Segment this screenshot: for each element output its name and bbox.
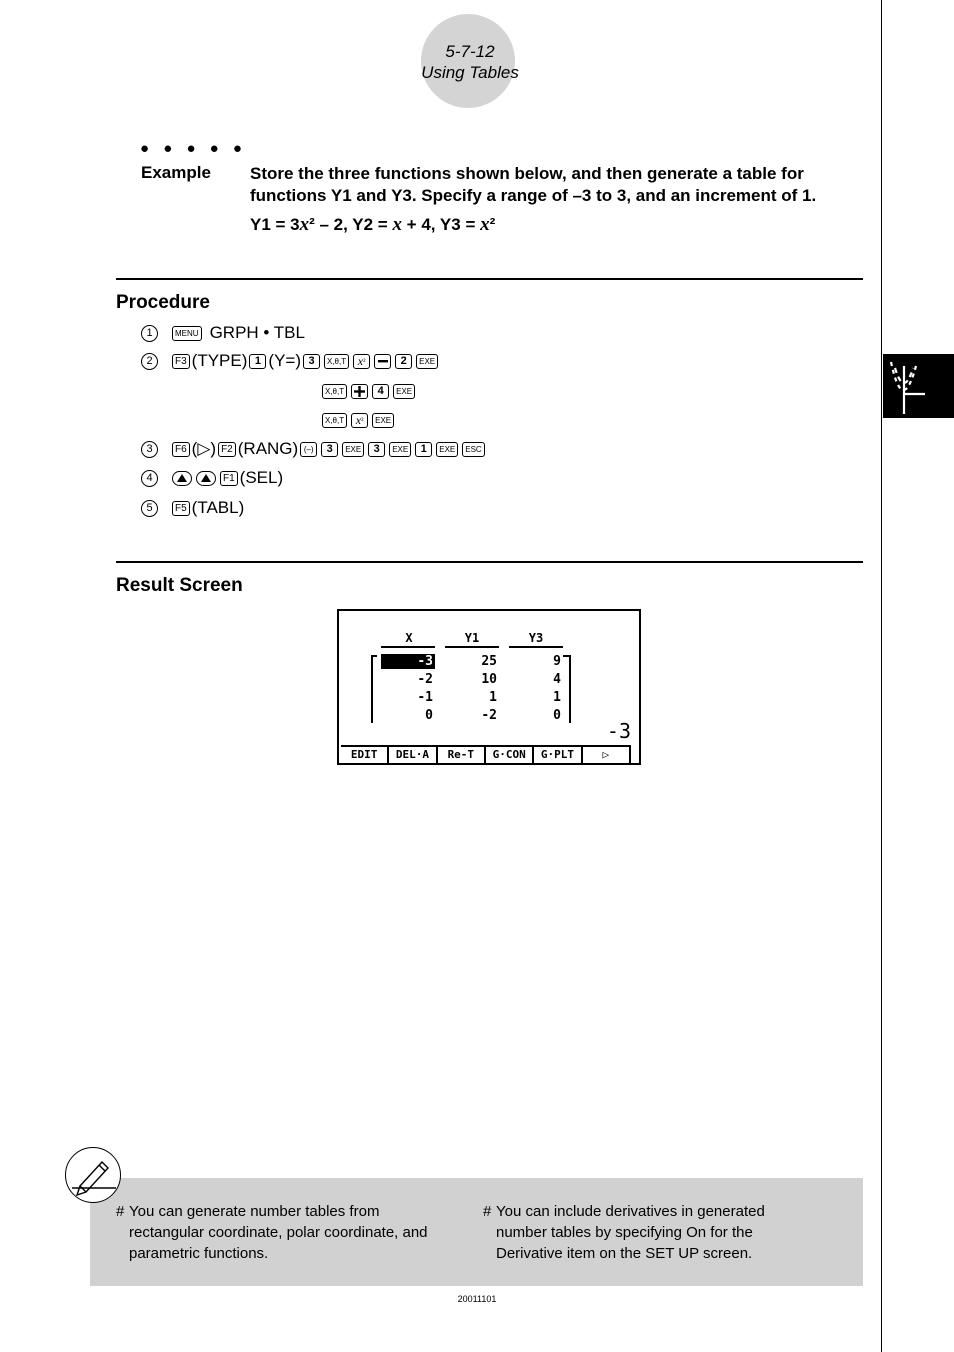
- selected-cell[interactable]: -3: [381, 654, 435, 669]
- page-title: Using Tables: [421, 63, 519, 82]
- current-value: -3: [606, 719, 631, 743]
- table-bracket-right: [563, 655, 569, 657]
- table-cell: 1: [489, 690, 497, 705]
- table-cell: -2: [481, 708, 497, 723]
- pencil-icon: [65, 1147, 121, 1203]
- f2-key: F2: [218, 442, 236, 457]
- exe-key: EXE: [436, 442, 458, 457]
- key-3: 3: [303, 354, 320, 369]
- fkey-next[interactable]: ▷: [583, 747, 631, 763]
- table-bracket-left: [371, 655, 377, 657]
- up-arrow-key: [196, 471, 216, 486]
- eq-var: x: [392, 214, 402, 235]
- note-line: number tables by specifying On for the: [496, 1224, 753, 1241]
- exe-key: EXE: [389, 442, 411, 457]
- note-line: [483, 1201, 853, 1222]
- result-title: Result Screen: [116, 575, 243, 596]
- calculator-screen: [337, 609, 641, 765]
- fkey-gplt[interactable]: G·PLT: [534, 747, 582, 763]
- table-bracket-left: [371, 655, 373, 723]
- step-number: 1: [141, 325, 158, 342]
- table-cell: 25: [481, 654, 497, 669]
- table-cell: 1: [553, 690, 561, 705]
- xthetat-key: X,θ,T: [322, 413, 347, 428]
- note-hash: #: [116, 1203, 125, 1220]
- table-cell: 0: [553, 708, 561, 723]
- fkey-edit[interactable]: EDIT: [341, 747, 389, 763]
- table-cell: -1: [417, 690, 433, 705]
- table-cell: 9: [553, 654, 561, 669]
- table-bracket-right: [569, 655, 571, 723]
- menu-key: MENU: [172, 326, 202, 341]
- example-dots: ● ● ● ● ●: [140, 140, 247, 157]
- eq-part: ² – 2, Y2 =: [309, 215, 393, 234]
- minus-icon: [378, 356, 388, 366]
- plus-key: [351, 384, 368, 399]
- eq-part: Y1 = 3: [250, 215, 300, 234]
- fkey-gcon[interactable]: G·CON: [486, 747, 534, 763]
- key-sq: ²: [361, 415, 364, 425]
- key-2: 2: [395, 354, 412, 369]
- procedure-title: Procedure: [116, 292, 210, 313]
- x-squared-key: [353, 354, 370, 369]
- page-number: 5-7-12: [445, 42, 495, 61]
- step-4: [141, 466, 283, 490]
- key-x: x: [355, 412, 362, 427]
- eq-var: x: [299, 214, 310, 235]
- key-4: 4: [372, 384, 389, 399]
- step-3: [141, 437, 487, 461]
- exe-key: EXE: [416, 354, 438, 369]
- note-text: You can generate number tables from: [129, 1203, 380, 1220]
- xthetat-key: X,θ,T: [324, 354, 349, 369]
- step-text: (TYPE): [191, 351, 248, 370]
- step-number: 3: [141, 441, 158, 458]
- key-sq: ²: [363, 356, 366, 366]
- f5-key: F5: [172, 501, 190, 516]
- f3-key: F3: [172, 354, 190, 369]
- table-cell: 4: [553, 672, 561, 687]
- esc-key: ESC: [462, 442, 484, 457]
- step-text: GRPH • TBL: [209, 323, 305, 342]
- key-3: 3: [321, 442, 338, 457]
- minus-key: [374, 354, 391, 369]
- chapter-tab: [883, 354, 954, 418]
- col-header-y3: Y3: [528, 631, 544, 645]
- step-5: [141, 496, 244, 520]
- table-cell: -2: [417, 672, 433, 687]
- note-line: parametric functions.: [129, 1245, 269, 1262]
- col-header-y1: Y1: [464, 631, 480, 645]
- key-1: 1: [415, 442, 432, 457]
- key-x: x: [357, 353, 364, 368]
- header-underline: [445, 646, 499, 648]
- table-cell: 0: [425, 708, 433, 723]
- eq-part: + 4, Y3 =: [401, 215, 481, 234]
- example-text: Store the three functions shown below, and then generate a table for functions Y1 and Y3. Specify a range of –3 to 3, and an increment of 1.: [250, 164, 817, 205]
- header-underline: [381, 646, 435, 648]
- col-header-x: X: [405, 631, 413, 645]
- up-arrow-icon: [177, 474, 187, 482]
- exe-key: EXE: [342, 442, 364, 457]
- up-arrow-key: [172, 471, 192, 486]
- footer-code: 20011101: [457, 1294, 497, 1304]
- eq-part: ²: [489, 215, 496, 234]
- step-text: (SEL): [239, 468, 284, 487]
- negative-key: (–): [300, 442, 317, 457]
- xthetat-key: X,θ,T: [322, 384, 347, 399]
- note-text: You can include derivatives in generated: [496, 1203, 765, 1220]
- step-text: (TABL): [191, 498, 245, 517]
- note-right: [483, 1201, 853, 1264]
- table-cell: 10: [481, 672, 497, 687]
- pencil-icon-svg: [66, 1148, 120, 1202]
- graph-icon: [883, 354, 954, 418]
- plus-icon: [354, 386, 365, 397]
- fkey-dela[interactable]: DEL·A: [389, 747, 437, 763]
- step-number: 2: [141, 353, 158, 370]
- up-arrow-icon: [201, 474, 211, 482]
- step-2-line-2: [320, 379, 417, 403]
- f1-key: F1: [220, 471, 238, 486]
- note-left: [116, 1201, 476, 1264]
- example-equations: [250, 214, 495, 236]
- f6-key: F6: [172, 442, 190, 457]
- key-3: 3: [368, 442, 385, 457]
- step-2: [141, 349, 440, 373]
- note-line: [116, 1201, 476, 1222]
- step-1: [141, 321, 307, 345]
- header-underline: [509, 646, 563, 648]
- margin-line: [881, 0, 882, 1352]
- note-line: Derivative item on the SET UP screen.: [496, 1245, 753, 1262]
- key-1: 1: [249, 354, 266, 369]
- note-hash: #: [483, 1203, 492, 1220]
- step-text: (RANG): [237, 439, 299, 458]
- x-squared-key: [351, 413, 368, 428]
- note-line: rectangular coordinate, polar coordinate, and: [129, 1224, 428, 1241]
- step-text: (Y=): [268, 351, 301, 370]
- step-text: (▷): [191, 439, 217, 458]
- step-number: 4: [141, 470, 158, 487]
- step-number: 5: [141, 500, 158, 517]
- eq-var: x: [480, 214, 490, 235]
- fkey-ret[interactable]: Re-T: [438, 747, 486, 763]
- divider: [116, 278, 863, 280]
- exe-key: EXE: [393, 384, 415, 399]
- step-2-line-3: [320, 408, 396, 432]
- exe-key: EXE: [372, 413, 394, 428]
- divider: [116, 561, 863, 563]
- example-label: Example: [141, 163, 211, 182]
- function-key-menu: [341, 745, 631, 763]
